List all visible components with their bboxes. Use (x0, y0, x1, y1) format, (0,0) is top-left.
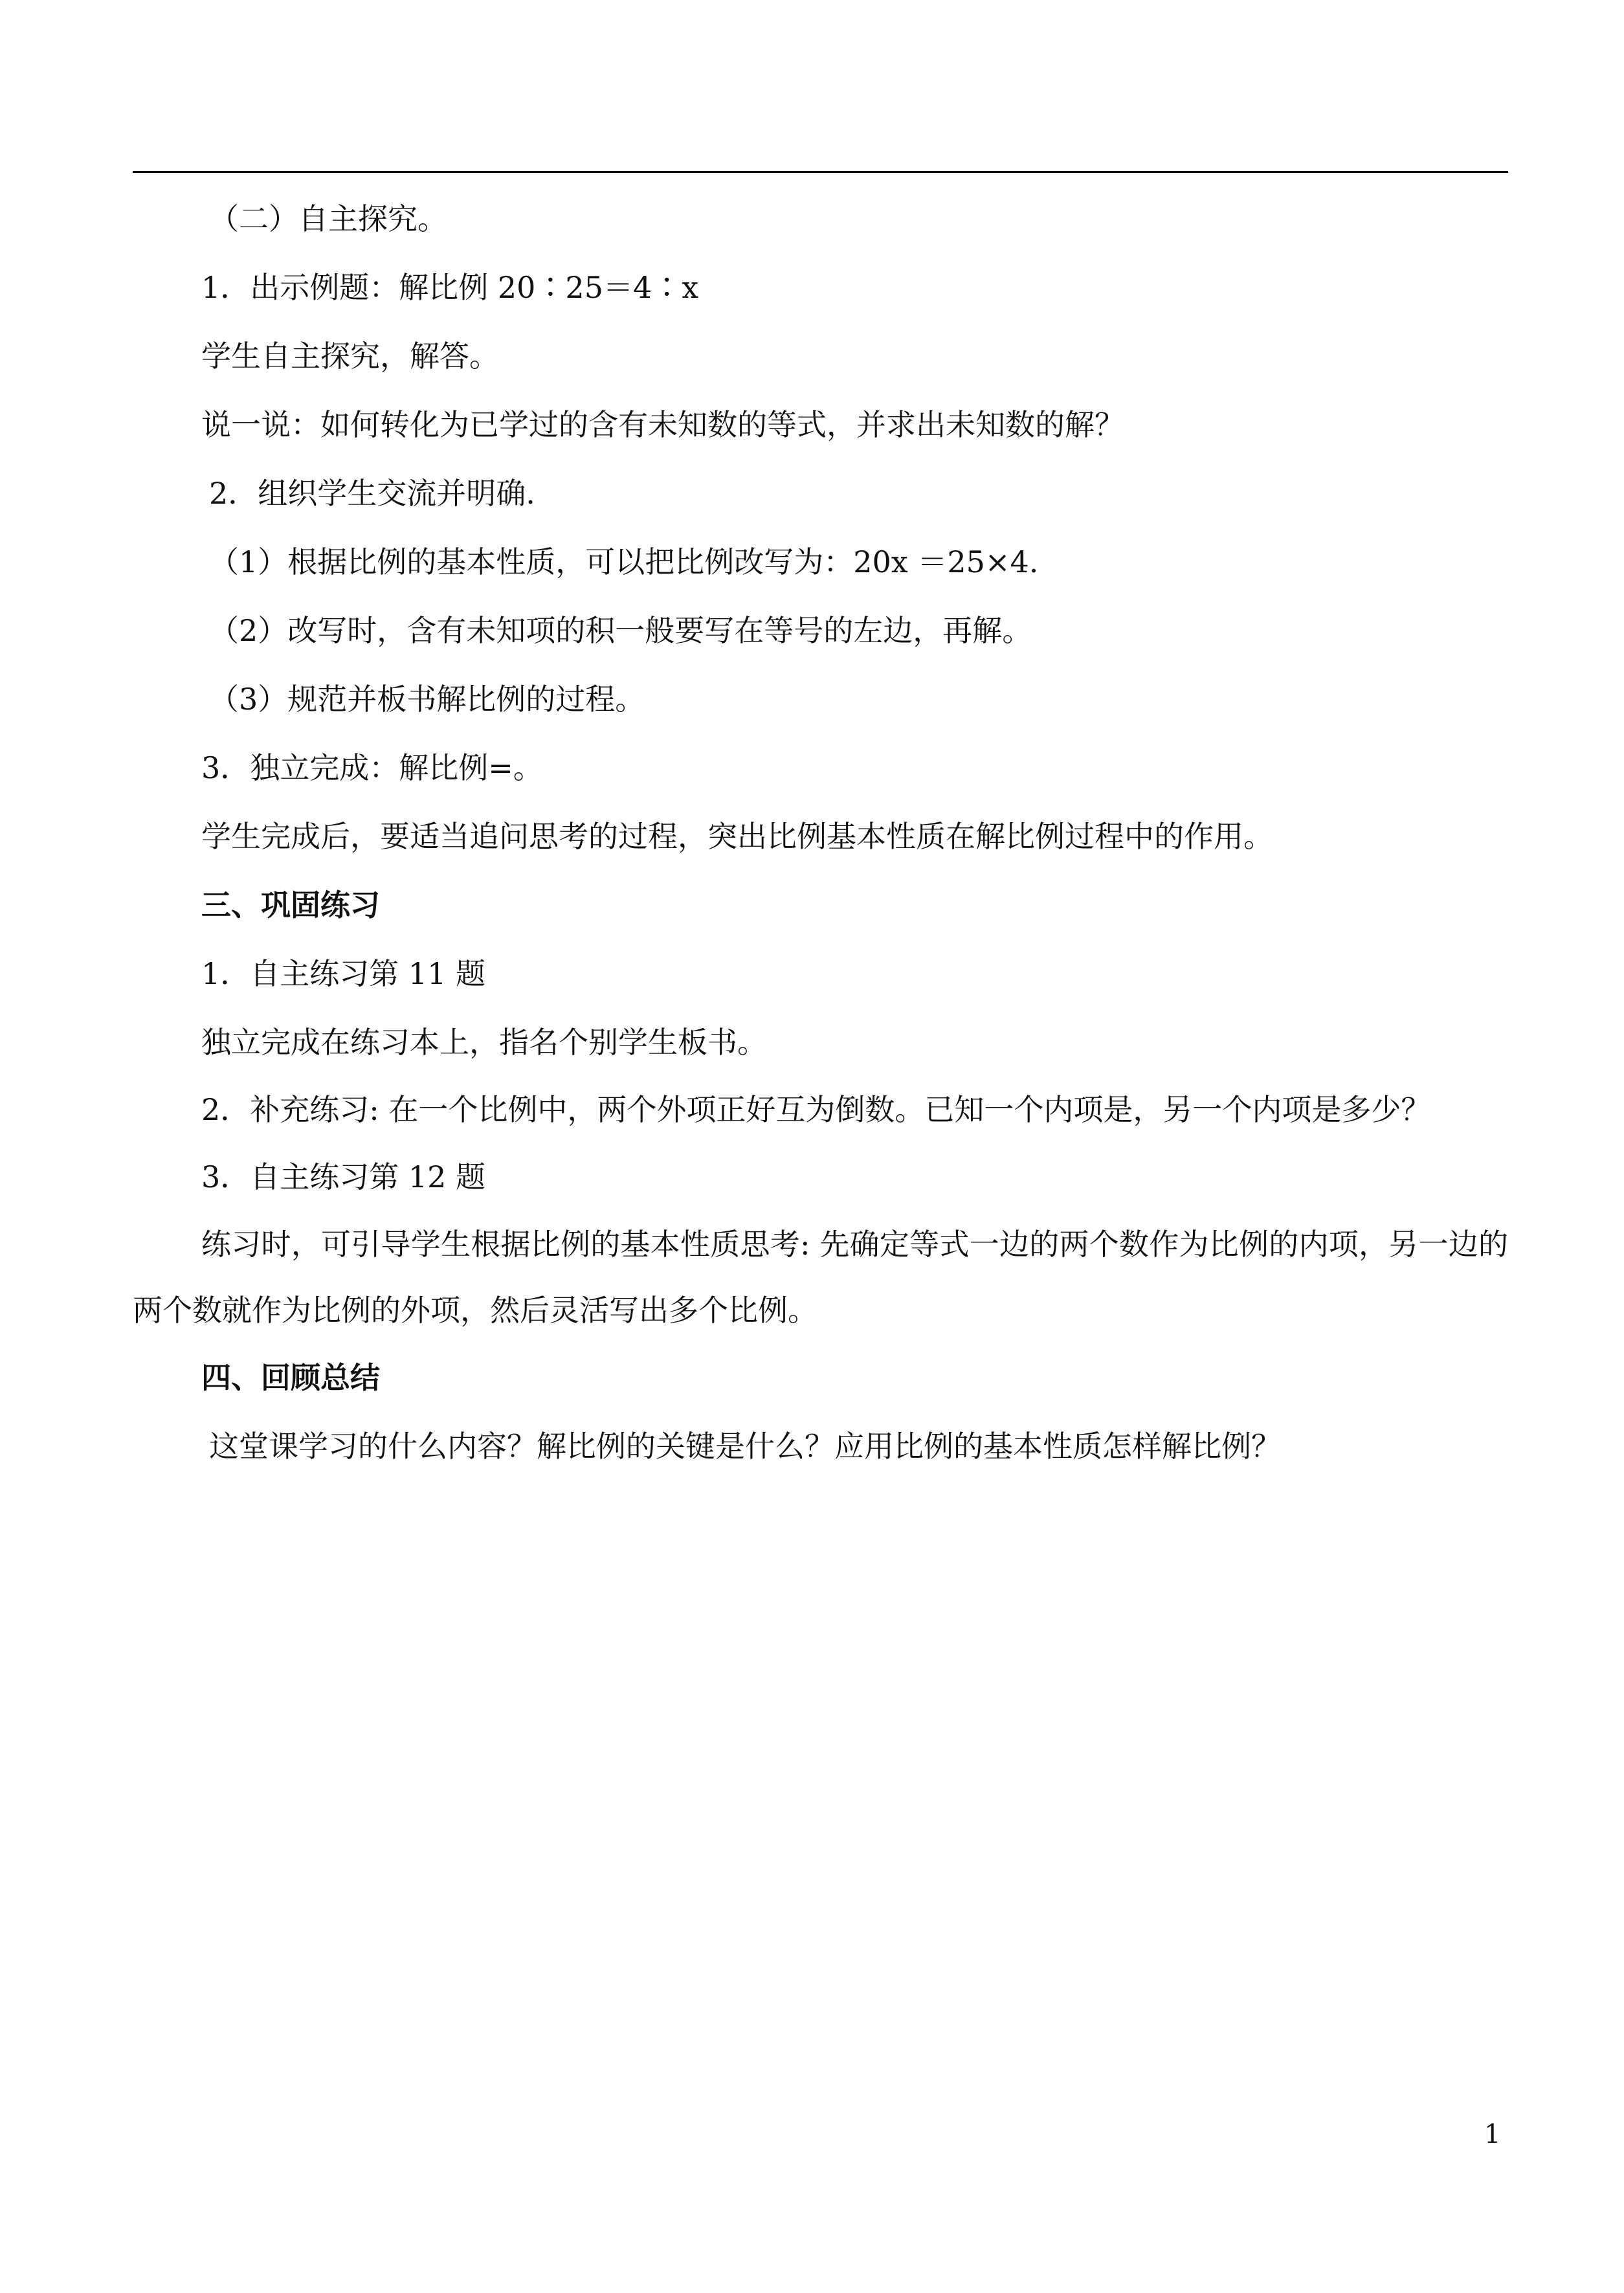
paragraph: 学生自主探究，解答。 (201, 339, 499, 374)
paragraph: 练习时，可引导学生根据比例的基本性质思考: 先确定等式一边的两个数作为比例的内项，另一边的两个数就作为比例的外项，然后灵活写出多个比例。 (133, 1227, 1508, 1328)
section-heading: 三、巩固练习 (201, 888, 380, 923)
paragraph: （3）规范并板书解比例的过程。 (209, 682, 645, 717)
paragraph: （1）根据比例的基本性质，可以把比例改写为：20x ＝25×4. (209, 544, 1039, 579)
subsection-heading: （二）自主探究。 (209, 201, 447, 236)
paragraph: 独立完成在练习本上，指名个别学生板书。 (201, 1025, 767, 1060)
paragraph: 这堂课学习的什么内容？解比例的关键是什么？应用比例的基本性质怎样解比例？ (209, 1429, 1281, 1464)
paragraph: 1．出示例题：解比例 20∶25＝4∶x (201, 270, 699, 305)
section-heading: 四、回顾总结 (201, 1360, 380, 1395)
paragraph: 2．组织学生交流并明确. (209, 476, 535, 511)
document-body (133, 185, 1508, 1481)
paragraph: 1．自主练习第 11 题 (201, 956, 486, 991)
paragraph: 说一说：如何转化为已学过的含有未知数的等式，并求出未知数的解？ (201, 407, 1124, 442)
paragraph: 2．补充练习: 在一个比例中，两个外项正好互为倒数。已知一个内项是，另一个内项是多少？ (201, 1092, 1431, 1127)
paragraph: 学生完成后，要适当追问思考的过程，突出比例基本性质在解比例过程中的作用。 (201, 819, 1273, 854)
header-rule (133, 171, 1508, 173)
paragraph: 3．自主练习第 12 题 (201, 1159, 486, 1194)
paragraph: （2）改写时，含有未知项的积一般要写在等号的左边，再解。 (209, 613, 1032, 648)
page-number: 1 (1484, 2120, 1501, 2149)
paragraph: 3．独立完成：解比例=。 (201, 750, 543, 785)
